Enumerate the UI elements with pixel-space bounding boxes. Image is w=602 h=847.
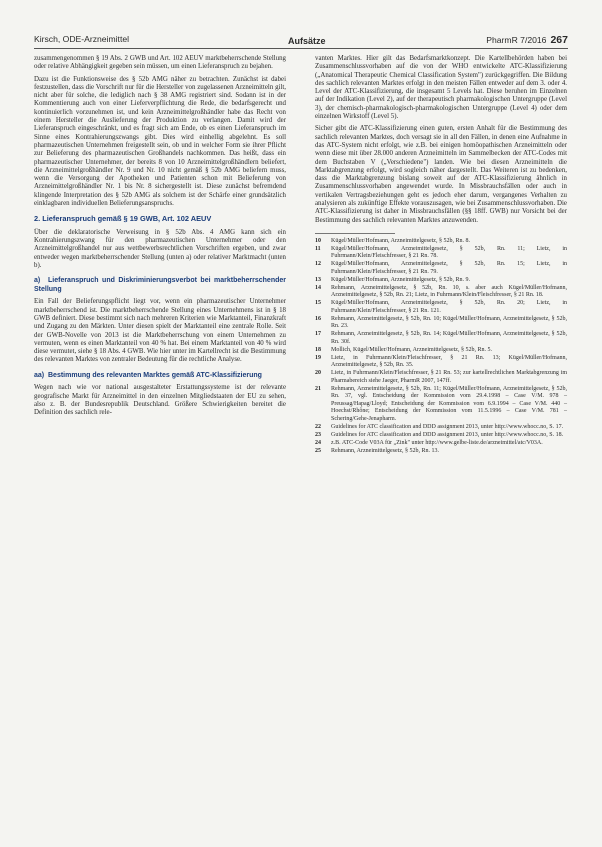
footnote-text: Guidelines for ATC classification and DDD assignment 2013, unter http://www.whocc.no, S. 18. [331,431,564,438]
footnote [315,448,567,456]
footnote [315,424,567,432]
page-number: 267 [550,34,568,46]
subsection-number: a) [34,277,41,285]
footnote-text: Rehmann, Arzneimittelgesetz, § 52b, Rn. 14; Kügel/Müller/Hofmann, Arzneimittelgesetz, § 52b, Rn. 30f. [331,331,567,345]
footnote [315,285,567,300]
footnote [315,386,567,424]
footnote [315,300,567,315]
footnote [315,238,567,246]
footnote [315,246,567,261]
subsection-heading [34,277,286,294]
footnote-number: 20 [315,370,321,377]
footnote-text: Kügel/Müller/Hofmann, Arzneimittelgesetz, § 52b, Rn. 8. [331,237,470,244]
header-rule [34,48,568,49]
footnote-text: Mollich, Kügel/Müller/Hofmann, Arzneimittelgesetz, § 52b, Rn. 5. [331,346,492,353]
subsection-title: Lieferanspruch und Diskriminierungsverbot bei marktbeherrschender Stellung [34,277,286,293]
footnote [315,261,567,276]
footnote-number: 22 [315,423,321,430]
paragraph: zusammengenommen § 19 Abs. 2 GWB und Art. 102 AEUV marktbeherrschende Stellung oder relative Abhängigkeit gegeben sein müssen, um einen Lieferanspruch zu bejahen. [34,55,286,71]
footnote-text: Kügel/Müller/Hofmann, Arzneimittelgesetz, § 52b, Rn. 20; Lietz, in Fuhrmann/Klein/Fleischfresser, § 21 Rn. 121. [331,300,567,314]
footnote-number: 25 [315,447,321,454]
footnote-number: 24 [315,439,321,446]
footnote-number: 23 [315,431,321,438]
footnotes [315,238,567,456]
footnote [315,370,567,385]
footnote-text: Kügel/Müller/Hofmann, Arzneimittelgesetz, § 52b, Rn. 15; Lietz, in Fuhrmann/Klein/Fleischfresser, § 21 Rn. 79. [331,261,567,275]
journal-issue: PharmR 7/2016 [486,35,547,45]
right-column [315,55,567,456]
footnote [315,347,567,355]
footnote-text: Guidelines for ATC classification and DDD assignment 2013, unter http://www.whocc.no, S. 17. [331,423,564,430]
footnote-text: Rehmann, Arzneimittelgesetz, § 52b, Rn. 11; Kügel/Müller/Hofmann, Arzneimittelgesetz, § 52b, Rn. 37, vgl. Entscheidung der Kommission vom 29.4.1998 – Case V/M. 978 – Preussag/Hapag/Lloyd; Entscheidung der Kommission vom 6.9.1994 – Case V/M. 440 – Hoechst/Rhône; Entscheidung der Kommission vom 11.5.1996 – Case V/M. 781 – Schering/Gehe-Jenapharm. [331,385,567,422]
footnote-text: Lietz, in Fuhrmann/Klein/Fleischfresser, § 21 Rn. 13; Kügel/Müller/Hofmann, Arzneimittelgesetz, § 52b, Rn. 35. [331,354,567,369]
paragraph: Sicher gibt die ATC-Klassifizierung einen guten, ersten Anhalt für die Bestimmung des sachlich relevanten Marktes, doch versagt sie in all den Fällen, in denen eine Aufnahme in das ATC-System nicht erfolgt, wie z.B. bei einigen homöopathischen Arzneimitteln oder wenn diese mit über 28.000 anderen Arzneimitteln im Sammelbecken der ATC-Codes mit dem Buchstaben V („Verschiedene") landen. Wie bei diesen Arzneimitteln die Marktabgrenzung erfolgt, wird sogleich näher dargestellt. Das Weiteren ist zu bedenken, dass die Marktabgrenzung bislang soweit auf der ATC-Klassifizierung ähnlich in Zusammenschlussvorhaben angewendet wurde. In Missbrauchsfällen oder auch in vertikalen Vertragsbeziehungen geht es jedoch eher darum, vergangenes Verhalten zu analysieren als zukünftige Effekte vorauszusagen, wie bei Zusammenschlussvorhaben. Die ATC-Klassifizierung ist daher in Missbrauchsfällen (§§ 18ff. GWB) nur Vorsicht bei der Bestimmung des sachlich relevanten Marktes anzuwenden. [315,125,567,224]
footnote-number: 15 [315,300,321,307]
footnote-number: 11 [315,245,321,252]
subsection-title: Bestimmung des relevanten Marktes gemäß ATC-Klassifizierung [48,371,262,379]
footnote-text: Rehmann, Arzneimittelgesetz, § 52b, Rn. 13. [331,447,439,454]
paragraph: Ein Fall der Belieferungspflicht liegt vor, wenn ein pharmazeutischer Unternehmer marktbeherrschend ist. Die marktbeherrschende Stellung eines Unternehmens ist in § 18 GWB definiert. Diese bestimmt sich nach mehreren Kriterien wie Marktanteil, Finanzkraft und Zugang zu den Märkten. Unter diesen spielt der Marktanteil eine zentrale Rolle. Seit der GWB-Novelle von 2013 ist die Marktbeherrschung von einem Unternehmen zu vermuten, wenn es einen Marktanteil von 40 % hat. Bei einem Marktanteil von 40 % wird diese vermutet, siehe § 18 Abs. 4 GWB. Wie hier unter im Kartellrecht ist die Bestimmung des relevanten Marktes von zentraler Bedeutung für die rechtliche Analyse. [34,298,286,364]
paragraph: Wegen nach wie vor national ausgestalteter Erstattungssysteme ist der relevante geografische Markt für Arzneimittel in den einzelnen Mitgliedstaaten der EU zu sehen, also z. B. der Bundesrepublik Deutschland. Größere Schwierigkeiten bereitet die Definition des sachlich rele- [34,384,286,417]
paragraph: Über die deklaratorische Verweisung in § 52b Abs. 4 AMG kann sich ein Kontrahierungszwang für den pharmazeutischen Unternehmer oder den Arzneimittelgroßhandel nur aus wettbewerbsrechtlichen Vorschriften ergeben, und zwar entweder wegen marktbeherrschender Stellung (unten a) oder relativer Marktmacht (unten b). [34,228,286,269]
footnote-text: Rehmann, Arzneimittelgesetz, § 52b, Rn. 10, s. aber auch Kügel/Müller/Hofmann, Arzneimittelgesetz, § 52b, Rn. 21; Lietz, in Fuhrmann/Klein/Fleischfresser, § 21 Rn. 18. [331,284,567,299]
footnote-text: Lietz, in Fuhrmann/Klein/Fleischfresser, § 21 Rn. 53; zur kartellrechtlichen Marktabgrenzung im Pharmabereich siehe Jaeger, PharmR 2007, 147ff. [331,370,567,384]
subsection-number: aa) [34,371,45,379]
footnote-text: Kügel/Müller/Hofmann, Arzneimittelgesetz, § 52b, Rn. 11; Lietz, in Fuhrmann/Klein/Fleischfresser, § 21 Rn. 78. [331,245,567,260]
section-label: Aufsätze [288,36,326,46]
footnote [315,440,567,448]
footnote-rule [315,233,395,234]
footnote-number: 21 [315,385,321,392]
footnote [315,316,567,331]
footnote-number: 12 [315,261,321,268]
footnote-number: 16 [315,315,321,322]
footnote-text: Kügel/Müller/Hofmann, Arzneimittelgesetz, § 52b, Rn. 9. [331,276,470,283]
footnote [315,331,567,346]
footnote-text: z.B. ATC-Code V03A für „Zink" unter http://www.gelbe-liste.de/arzneimittel/atc/V03A. [331,439,543,446]
footnote-number: 18 [315,346,321,353]
footnote-number: 19 [315,354,321,361]
footnote [315,277,567,285]
subsection-heading [34,372,286,381]
footnote-number: 10 [315,237,321,244]
footnote [315,432,567,440]
footnote-text: Rehmann, Arzneimittelgesetz, § 52b, Rn. 10; Kügel/Müller/Hofmann, Arzneimittelgesetz, § 52b, Rn. 23. [331,315,567,330]
footnote-number: 13 [315,276,321,283]
left-column [34,55,286,421]
section-heading: 2. Lieferanspruch gemäß § 19 GWB, Art. 102 AEUV [34,214,212,224]
journal-info [486,34,568,46]
paragraph: Dazu ist die Funktionsweise des § 52b AMG näher zu betrachten. Zunächst ist dabei festzustellen, dass die Vorschrift nur für die Hersteller von zugelassenen Arzneimitteln gilt, nicht aber für solche, die lediglich nach § 38 AMG registriert sind. Sodann ist in der Kommentierung auch von einer Lieferverpflichtung die Rede, die bedarfsgerecht und kontinuierlich vorzunehmen ist, und kein Arzneimittelgroßhändler habe das Recht von einem Hersteller die Auslieferung der Produktion zu verlangen. Damit wird der Lieferanspruch eingeschränkt, und es fragt sich am Ende, ob es einen Lieferanspruch im Sinne eines Kontrahierungszwangs gibt. Dies wird einhellig abgelehnt. Es soll pharmazeutischen Unternehmen freigestellt sein, ob und in welcher Form sie ihrer Pflicht zur Belieferung des pharmazeutischen Großhandels nachkommen. Das heißt, dass ein pharmazeutischer Unternehmer, der bereits 8 von 10 Arzneimittelgroßhändlern beliefert, die Arzneimittelgroßhändler Nr. 9 und Nr. 10 nicht gemäß § 52b AMG beliefern muss, wenn die Versorgung der Apotheken und Patienten schon mit Belieferung von Arzneimittelgroßhändler Nr. 1 bis Nr. 8 sichergestellt ist. Diese zunächst befremdend klingende Interpretation des § 52b AMG als solchem ist der Schärfe einer grundsätzlich einklagbaren individuellen Belieferungsanspruchs. [34,75,286,208]
footnote-number: 14 [315,284,321,291]
page-header [34,34,568,48]
running-head-author: Kirsch, ODE-Arzneimittel [34,34,130,44]
footnote-number: 17 [315,331,321,338]
paragraph: vanten Marktes. Hier gilt das Bedarfsmarktkonzept. Die Kartellbehörden haben bei Zusammenschlussvorhaben auf die von der WHO entwickelte ATC-Klassifizierung („Anatomical Therapeutic Chemical Classification System") zurückgegriffen. Die Bildung des sachlich relevanten Marktes erfolgt in den meisten Fällen entweder auf dem 3. oder 4. Level der ATC-Klassifizierung, die insgesamt 5 Levels hat. Diese beruhen im Einzelnen auf der Indikation (Level 2), auf der therapeutisch pharmakologischen Untergruppe (Level 3), der chemisch-pharmakologisch-pharmakologischen Untergruppe (Level 4) oder dem einzelnen Wirkstoff (Level 5). [315,55,567,121]
footnote [315,355,567,370]
